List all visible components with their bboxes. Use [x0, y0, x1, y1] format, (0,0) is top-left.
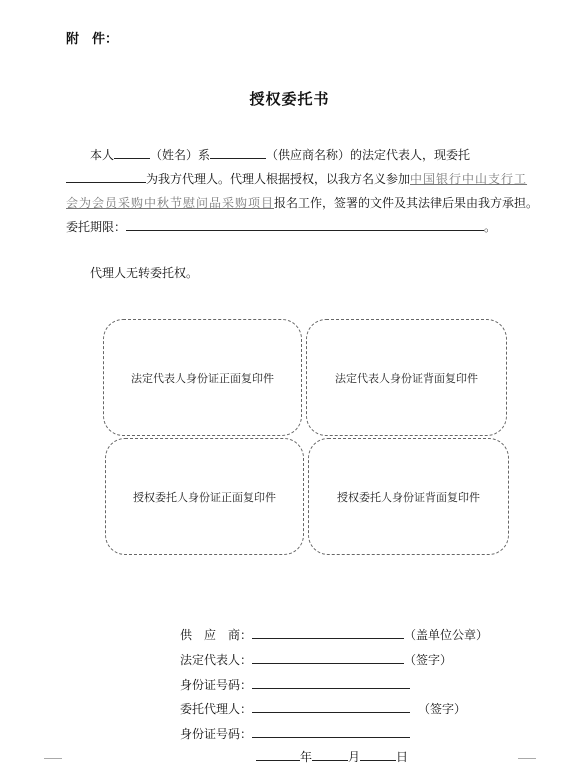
page-corner-mark [518, 758, 536, 773]
para-text: 。 [484, 220, 497, 234]
project-name-part-1: 中国银行中山支行工 [410, 172, 528, 186]
id-box-label: 法定代表人身份证正面复印件 [131, 371, 274, 385]
para-line-2 [66, 170, 527, 187]
project-name-part-2: 会为会员采购中秋节慰问品采购项目 [66, 196, 275, 210]
agent-label: 委托代理人： [180, 702, 253, 716]
id-box-label: 授权委托人身份证正面复印件 [133, 490, 276, 504]
no-delegation-text: 代理人无转委托权。 [90, 266, 199, 280]
id-no-blank [252, 725, 410, 738]
id-box-agent-back [308, 438, 509, 555]
agent-name-blank [66, 170, 146, 183]
sig-row-id-2 [180, 725, 410, 742]
para-text: 本人 [90, 148, 115, 162]
id-box-legal-back [306, 319, 507, 436]
day-label: 日 [396, 750, 409, 764]
term-blank [126, 218, 484, 231]
supplier-label: 供 应 商： [180, 628, 253, 642]
sig-row-legal-rep [180, 651, 452, 668]
page-corner-mark [44, 758, 62, 773]
id-no-blank [252, 676, 410, 689]
supplier-blank [252, 626, 404, 639]
term-label: 委托期限： [66, 220, 127, 234]
id-box-label: 授权委托人身份证背面复印件 [337, 490, 480, 504]
para-line-3 [66, 194, 538, 211]
page-title: 授权委托书 [249, 90, 330, 108]
agent-blank [252, 700, 410, 713]
name-blank [114, 146, 150, 159]
id-box-agent-front [105, 438, 304, 555]
legal-rep-note: （签字） [404, 653, 453, 667]
supplier-name-blank [210, 146, 266, 159]
sig-row-date [256, 748, 408, 765]
para-line-4 [66, 218, 496, 235]
id-box-legal-front [103, 319, 302, 436]
sig-row-agent [180, 700, 466, 717]
year-blank [256, 748, 300, 761]
legal-rep-blank [252, 651, 404, 664]
para-line-1 [90, 146, 470, 163]
attachment-label: 附 件： [66, 32, 119, 47]
para-text: （姓名）系 [150, 148, 211, 162]
sig-row-supplier [180, 626, 488, 643]
year-label: 年 [300, 750, 313, 764]
para-text: 报名工作，签署的文件及其法律后果由我方承担。 [274, 196, 539, 210]
sig-row-id-1 [180, 676, 410, 693]
id-no-label: 身份证号码： [180, 678, 253, 692]
month-label: 月 [348, 750, 361, 764]
id-no-label: 身份证号码： [180, 727, 253, 741]
supplier-note: （盖单位公章） [404, 628, 489, 642]
month-blank [312, 748, 348, 761]
legal-rep-label: 法定代表人： [180, 653, 253, 667]
id-box-label: 法定代表人身份证背面复印件 [335, 371, 478, 385]
agent-note: （签字） [418, 702, 467, 716]
para-text: （供应商名称）的法定代表人，现委托 [266, 148, 471, 162]
para-text: 为我方代理人。代理人根据授权，以我方名义参加 [146, 172, 411, 186]
day-blank [360, 748, 396, 761]
